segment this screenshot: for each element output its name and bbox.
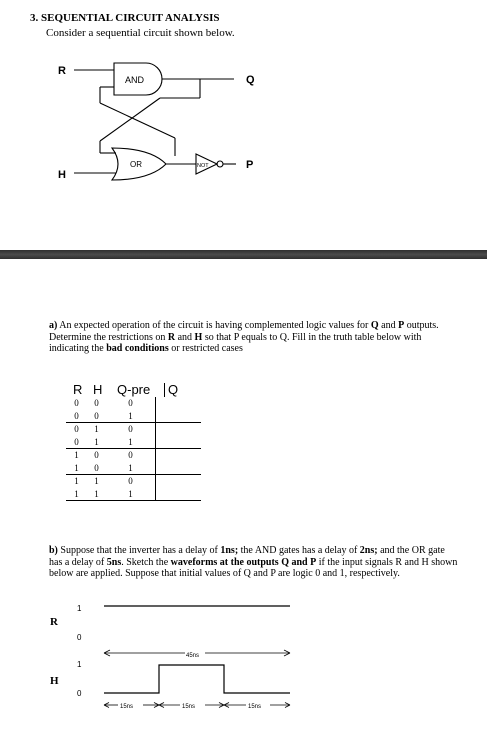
tt-header-qpre: Q-pre — [117, 382, 151, 397]
span-45ns-label: 45ns — [186, 653, 200, 659]
table-row: 1 0 1 — [66, 462, 201, 475]
q-cell[interactable] — [156, 449, 202, 462]
and-gate-label: AND — [125, 75, 145, 85]
not-gate-label: NOT — [197, 163, 209, 169]
page-divider — [0, 250, 487, 259]
or-gate-label: OR — [130, 160, 142, 169]
q-cell[interactable] — [156, 410, 202, 423]
label-p: P — [246, 159, 254, 171]
table-row: 1 1 1 — [66, 488, 201, 501]
label-h: H — [58, 169, 66, 181]
r-one-label: 1 — [77, 604, 82, 613]
q-cell[interactable] — [156, 462, 202, 475]
input-waveforms — [0, 595, 487, 715]
table-row: 0 0 0 — [66, 397, 201, 410]
q-cell[interactable] — [156, 475, 202, 488]
q-cell[interactable] — [156, 436, 202, 449]
q-cell[interactable] — [156, 488, 202, 501]
h-zero-label: 0 — [77, 689, 82, 698]
label-q: Q — [246, 74, 255, 86]
tt-header-divider — [164, 383, 165, 397]
q-cell[interactable] — [156, 423, 202, 436]
problem-heading: 3. SEQUENTIAL CIRCUIT ANALYSIS — [30, 12, 220, 24]
table-row: 0 1 1 — [66, 436, 201, 449]
tt-header-q: Q — [168, 382, 179, 397]
seg3-label: 15ns — [248, 704, 262, 710]
table-row: 1 0 0 — [66, 449, 201, 462]
h-waveform — [104, 665, 290, 693]
problem-subheading: Consider a sequential circuit shown below. — [46, 27, 235, 39]
table-row: 1 1 0 — [66, 475, 201, 488]
seg2-label: 15ns — [182, 704, 196, 710]
seg1-label: 15ns — [120, 704, 134, 710]
wave-r-label: R — [50, 616, 58, 628]
h-one-label: 1 — [77, 660, 82, 669]
circuit-diagram — [0, 55, 487, 195]
part-b-text: b) Suppose that the inverter has a delay of 1ns; the AND gates has a delay of 2ns; and the OR gate has a delay of 5ns. Sketch the waveforms at the outputs Q and P if the input signals R and H shown below are applied. Suppose that initial values of Q and P are logic 0 and 1, respectively. — [49, 545, 458, 579]
part-a-text: a) An expected operation of the circuit is having complemented logic values for Q and P outputs. Determine the restrictions on R and H so that P equals to Q. Fill in the truth table below with indicating the bad conditions or restricted cases — [49, 320, 439, 354]
tt-header-r: R — [73, 382, 83, 397]
r-zero-label: 0 — [77, 633, 82, 642]
q-cell[interactable] — [156, 397, 202, 410]
truth-table — [66, 397, 201, 501]
tt-header-h: H — [93, 382, 103, 397]
wave-h-label: H — [50, 675, 59, 687]
table-row: 0 0 1 — [66, 410, 201, 423]
table-row: 0 1 0 — [66, 423, 201, 436]
label-r: R — [58, 65, 66, 77]
